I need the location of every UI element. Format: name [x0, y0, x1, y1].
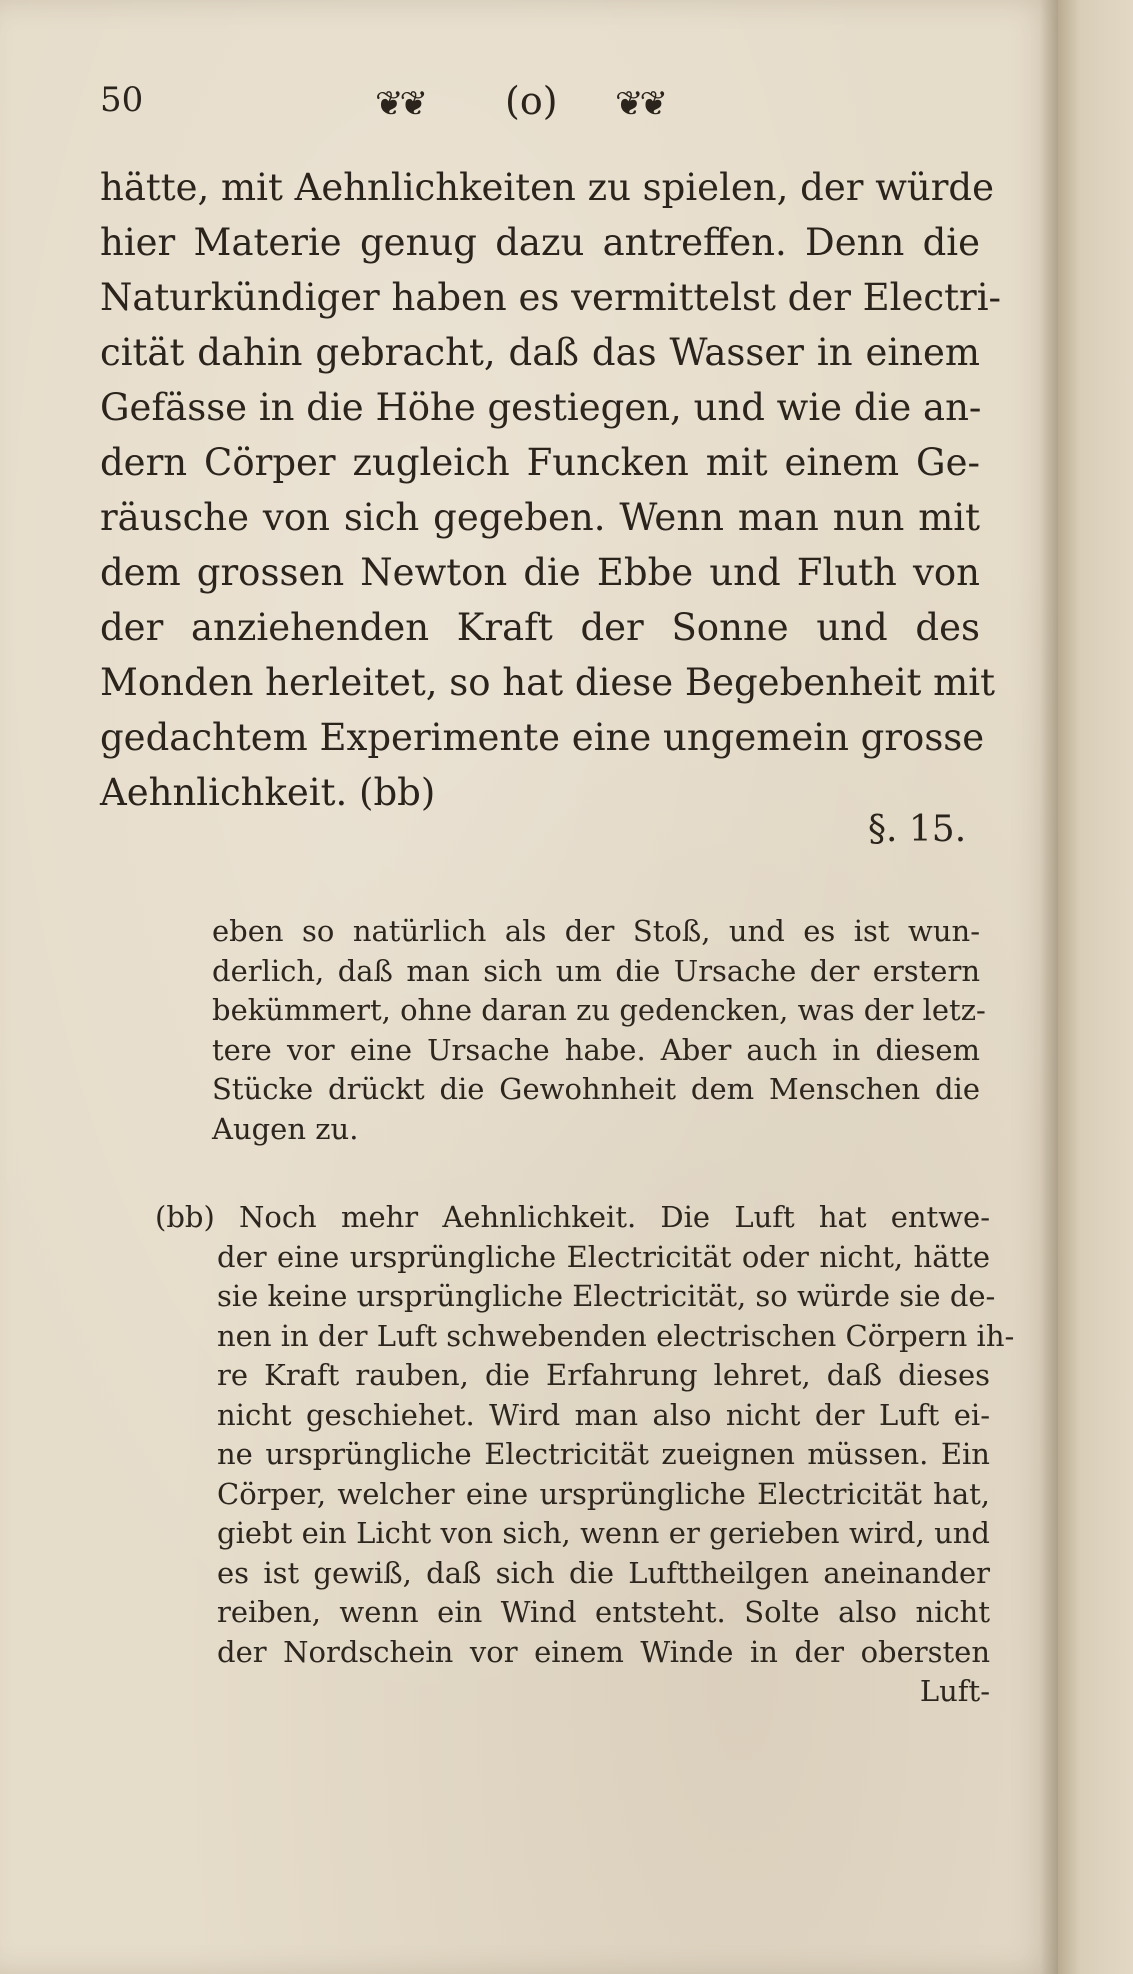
main-text-line: gedachtem Experimente eine ungemein grosse — [100, 716, 985, 759]
footnote-line: Cörper, welcher eine ursprüngliche Electricität hat, — [217, 1476, 990, 1511]
footnote-line: tere vor eine Ursache habe. Aber auch in diesem — [212, 1032, 980, 1067]
signature-mark: (o) — [505, 79, 558, 123]
catchword: §. 15. — [868, 809, 967, 850]
footnote-line: eben so natürlich als der Stoß, und es ist wun- — [212, 914, 980, 948]
main-text-line: Naturkündiger haben es vermittelst der Electri- — [100, 276, 1002, 319]
footnote-line: der eine ursprüngliche Electricität oder nicht, hätte — [217, 1239, 990, 1274]
footnote-line: nicht geschiehet. Wird man also nicht der Luft ei- — [217, 1397, 990, 1432]
main-text-line: Gefässe in die Höhe gestiegen, und wie die an- — [100, 386, 982, 429]
main-text-line: hätte, mit Aehnlichkeiten zu spielen, der würde — [100, 166, 994, 209]
footnote-bb — [155, 1198, 1015, 1712]
footnote-line: Luft- — [919, 1674, 990, 1708]
footnote-line: ne ursprüngliche Electricität zueignen müssen. Ein — [217, 1437, 990, 1471]
footnote-line: der Nordschein vor einem Winde in der obersten — [217, 1634, 990, 1669]
next-page-edge — [1058, 0, 1133, 1974]
main-text-line: der anziehenden Kraft der Sonne und des — [100, 606, 980, 649]
footnote-line: reiben, wenn ein Wind entsteht. Solte also nicht — [217, 1595, 990, 1629]
footnote-line: (bb) Noch mehr Aehnlichkeit. Die Luft hat entwe- — [155, 1200, 990, 1234]
footnote-continuation — [212, 912, 986, 1149]
main-text-line: dem grossen Newton die Ebbe und Fluth von — [100, 551, 980, 594]
page-header — [100, 70, 720, 140]
footnote-line: re Kraft rauben, die Erfahrung lehret, daß dieses — [217, 1358, 990, 1392]
ornament-right-icon: ❦❦ — [615, 84, 664, 124]
main-text-line: dern Cörper zugleich Funcken mit einem Ge- — [100, 441, 980, 484]
main-text — [100, 160, 1002, 820]
main-text-line: Monden herleitet, so hat diese Begebenheit mit — [100, 661, 995, 704]
page-number: 50 — [100, 80, 144, 120]
footnote-line: derlich, daß man sich um die Ursache der erstern — [212, 953, 980, 988]
footnote-line: bekümmert, ohne daran zu gedencken, was der letz- — [212, 993, 986, 1027]
main-text-line: räusche von sich gegeben. Wenn man nun mit — [100, 496, 980, 539]
ornament-left-icon: ❦❦ — [375, 84, 424, 124]
footnote-line: nen in der Luft schwebenden electrischen Cörpern ih- — [217, 1318, 1015, 1353]
footnote-line: es ist gewiß, daß sich die Lufttheilgen aneinander — [217, 1555, 990, 1590]
footnote-line: sie keine ursprüngliche Electricität, so würde sie de- — [217, 1279, 996, 1313]
footnote-line: Augen zu. — [212, 1111, 359, 1146]
main-text-line: cität dahin gebracht, daß das Wasser in einem — [100, 331, 980, 374]
main-text-line: hier Materie genug dazu antreffen. Denn die — [100, 221, 980, 264]
footnote-line: Stücke drückt die Gewohnheit dem Menschen die — [212, 1072, 980, 1106]
footnote-line: giebt ein Licht von sich, wenn er gerieben wird, und — [217, 1516, 990, 1550]
main-text-line: Aehnlichkeit. (bb) — [100, 771, 436, 814]
